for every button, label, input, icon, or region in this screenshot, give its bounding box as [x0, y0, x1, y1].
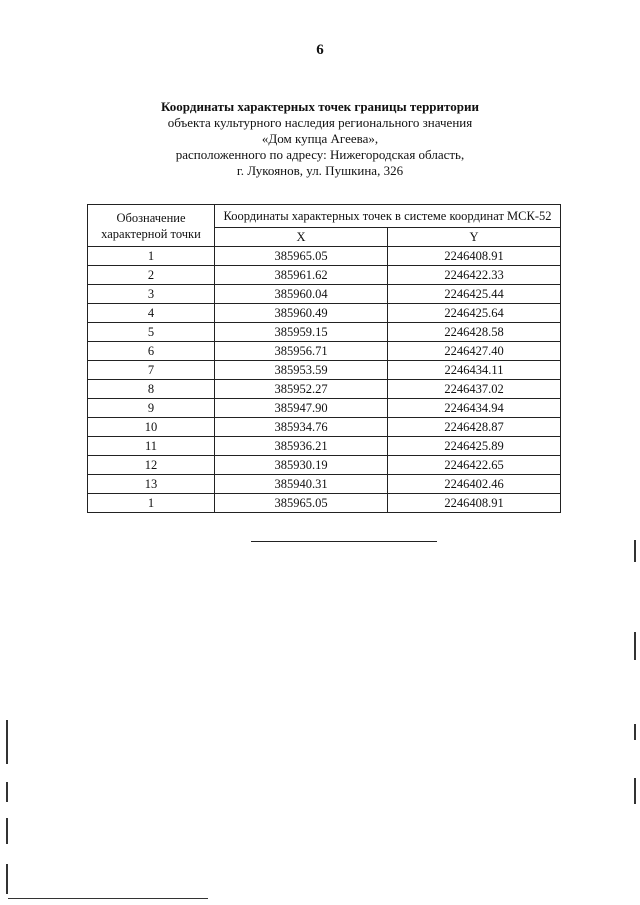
cell-y: 2246428.87 [388, 418, 561, 437]
cell-point: 9 [88, 399, 215, 418]
table-row [88, 361, 561, 380]
cell-point: 1 [88, 247, 215, 266]
cell-y: 2246425.89 [388, 437, 561, 456]
page-number: 6 [316, 42, 324, 58]
scan-mark [6, 818, 8, 844]
cell-point: 3 [88, 285, 215, 304]
cell-point: 11 [88, 437, 215, 456]
cell-y: 2246422.65 [388, 456, 561, 475]
coordinates-table [87, 204, 561, 513]
cell-x: 385947.90 [215, 399, 388, 418]
table-row [88, 266, 561, 285]
cell-y: 2246434.11 [388, 361, 561, 380]
cell-y: 2246422.33 [388, 266, 561, 285]
table-row [88, 437, 561, 456]
cell-point: 6 [88, 342, 215, 361]
scan-mark [6, 864, 8, 894]
cell-x: 385936.21 [215, 437, 388, 456]
cell-x: 385952.27 [215, 380, 388, 399]
cell-point: 4 [88, 304, 215, 323]
cell-y: 2246428.58 [388, 323, 561, 342]
scan-mark [634, 724, 636, 740]
closing-rule [251, 541, 437, 542]
scan-mark [634, 540, 636, 562]
cell-point: 13 [88, 475, 215, 494]
cell-x: 385956.71 [215, 342, 388, 361]
cell-point: 7 [88, 361, 215, 380]
cell-x: 385960.04 [215, 285, 388, 304]
table-row [88, 475, 561, 494]
cell-x: 385959.15 [215, 323, 388, 342]
scan-mark [634, 778, 636, 804]
table-row [88, 285, 561, 304]
table-row [88, 456, 561, 475]
cell-y: 2246425.44 [388, 285, 561, 304]
heading-title: Координаты характерных точек границы территории [161, 99, 479, 114]
cell-x: 385940.31 [215, 475, 388, 494]
header-y: Y [388, 228, 561, 247]
header-point-designation: Обозначение характерной точки [88, 205, 215, 247]
cell-point: 10 [88, 418, 215, 437]
heading-city: г. Лукоянов, ул. Пушкина, 326 [236, 163, 404, 178]
scan-mark [6, 720, 8, 764]
cell-point: 8 [88, 380, 215, 399]
cell-x: 385934.76 [215, 418, 388, 437]
table-body [88, 247, 561, 513]
cell-point: 2 [88, 266, 215, 285]
cell-x: 385953.59 [215, 361, 388, 380]
cell-y: 2246402.46 [388, 475, 561, 494]
scan-mark [6, 782, 8, 802]
heading-object-name: «Дом купца Агеева», [261, 131, 379, 146]
cell-point: 5 [88, 323, 215, 342]
table-row [88, 247, 561, 266]
heading-object: объекта культурного наследия регионального значения [167, 115, 473, 130]
header-coordinate-system: Координаты характерных точек в системе координат МСК-52 [215, 205, 561, 228]
document-heading [0, 99, 640, 179]
table-row [88, 380, 561, 399]
cell-y: 2246408.91 [388, 247, 561, 266]
cell-point: 1 [88, 494, 215, 513]
cell-x: 385965.05 [215, 247, 388, 266]
scan-mark [634, 632, 636, 660]
table-row [88, 494, 561, 513]
cell-y: 2246434.94 [388, 399, 561, 418]
cell-y: 2246437.02 [388, 380, 561, 399]
table-header [88, 205, 561, 247]
table-row [88, 418, 561, 437]
cell-y: 2246427.40 [388, 342, 561, 361]
cell-y: 2246425.64 [388, 304, 561, 323]
cell-x: 385960.49 [215, 304, 388, 323]
table-row [88, 323, 561, 342]
cell-x: 385930.19 [215, 456, 388, 475]
scan-mark [8, 898, 208, 899]
cell-x: 385961.62 [215, 266, 388, 285]
table-row [88, 399, 561, 418]
cell-x: 385965.05 [215, 494, 388, 513]
table-row [88, 304, 561, 323]
header-x: X [215, 228, 388, 247]
table-row [88, 342, 561, 361]
cell-y: 2246408.91 [388, 494, 561, 513]
heading-address: расположенного по адресу: Нижегородская область, [175, 147, 465, 162]
cell-point: 12 [88, 456, 215, 475]
